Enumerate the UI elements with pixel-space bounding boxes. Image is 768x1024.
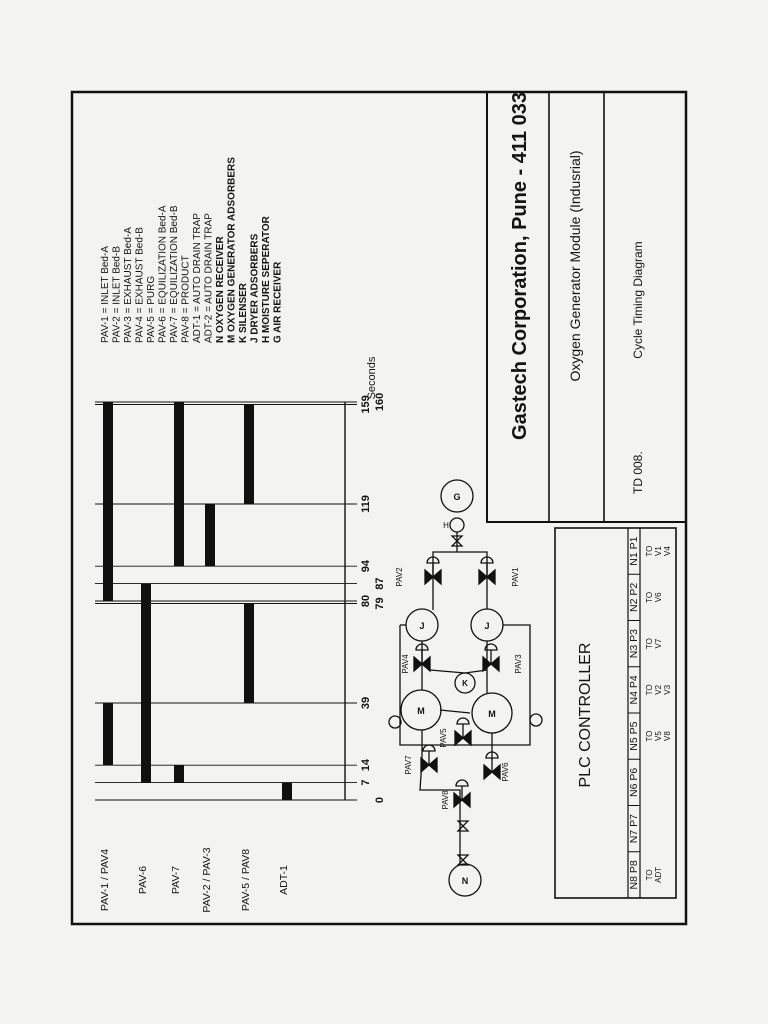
plc-terminal-7: N2 P2 <box>628 582 640 612</box>
plc-terminal-3: N6 P6 <box>628 767 640 797</box>
plc-output-5-2: V2 <box>654 684 663 695</box>
tick-label-79: 79 <box>374 597 386 610</box>
label-j-b: J <box>484 621 490 631</box>
legend-valve-5: PAV-5 = PURG <box>146 275 157 343</box>
tick-label-7: 7 <box>360 779 372 786</box>
label-n: N <box>461 876 469 886</box>
timing-bar-5-1 <box>244 603 254 703</box>
row-label-1: PAV-1 / PAV4 <box>99 848 111 912</box>
plc-output-4-3: V8 <box>663 731 672 742</box>
tick-label-119: 119 <box>360 495 372 513</box>
plc-output-8-1: TO <box>645 545 654 557</box>
plc-terminal-5: N4 P4 <box>628 675 640 705</box>
valve-label-pav4: PAV4 <box>401 654 410 674</box>
legend-valve-2: PAV-2 = INLET Bed-B <box>111 246 123 343</box>
valve-label-pav8: PAV8 <box>441 790 450 810</box>
timing-bar-1-2 <box>103 402 113 601</box>
plc-terminal-6: N3 P3 <box>628 629 640 659</box>
valve-label-pav5: PAV5 <box>439 728 448 748</box>
tick-label-87: 87 <box>374 577 386 590</box>
plc-output-7-2: V6 <box>654 592 663 603</box>
timing-bar-1-1 <box>103 703 113 765</box>
valve-label-pav2: PAV2 <box>395 567 404 587</box>
timing-bar-3-2 <box>174 402 184 566</box>
legend-valve-3: PAV-3 = EXHAUST Bed-A <box>123 227 134 343</box>
plc-output-8-2: V1 <box>654 546 663 557</box>
timing-bar-4-1 <box>205 504 215 566</box>
label-m-b: M <box>488 709 496 719</box>
company-name: Gastech Corporation, Pune - 411 033 <box>509 92 531 440</box>
plc-title: PLC CONTROLLER <box>577 642 594 788</box>
legend-valve-1: PAV-1 = INLET Bed-A <box>100 246 111 343</box>
legend-valve-6: PAV-6 = EQUILIZATION Bed-A <box>157 205 169 343</box>
plc-output-1-2: ADT <box>654 866 663 883</box>
row-label-3: PAV-7 <box>170 865 182 895</box>
row-label-5: PAV-5 / PAV8 <box>240 848 252 912</box>
plc-output-4-2: V5 <box>654 731 663 742</box>
legend-component-3: K SILENSER <box>238 282 249 343</box>
plc-output-6-1: TO <box>645 638 654 650</box>
valve-label-pav7: PAV7 <box>404 755 413 775</box>
plc-output-4-1: TO <box>645 730 654 742</box>
timing-bar-5-2 <box>244 404 254 504</box>
drawing-number: TD 008. <box>631 451 645 494</box>
label-k: K <box>462 679 468 688</box>
timing-bar-3-1 <box>174 765 184 782</box>
row-label-2: PAV-6 <box>137 865 149 895</box>
label-m-a: M <box>417 706 425 716</box>
legend-component-1: N OXYGEN RECEIVER <box>215 236 226 343</box>
legend-valve-4: PAV-4 = EXHAUST Bed-B <box>134 227 146 343</box>
legend-component-6: G AIR RECEIVER <box>272 261 284 343</box>
plc-terminal-1: N8 P8 <box>628 860 640 890</box>
tick-label-0: 0 <box>374 796 386 804</box>
tick-label-159: 159 <box>360 395 372 414</box>
tick-label-39: 39 <box>360 696 372 710</box>
legend-valve-7: PAV-7 = EQUILIZATION Bed-B <box>169 205 180 343</box>
valve-label-pav3: PAV3 <box>514 654 523 674</box>
valve-label-pav6: PAV6 <box>501 762 510 782</box>
product-name: Oxygen Generator Module (Indusrial) <box>567 150 583 382</box>
valve-label-pav1: PAV1 <box>511 567 520 587</box>
timing-bar-2-1 <box>141 584 151 783</box>
legend-component-4: J DRYER ADSORBERS <box>249 233 261 343</box>
timing-bar-6-1 <box>282 783 292 800</box>
plc-terminal-8: N1 P1 <box>628 536 640 566</box>
row-label-6: ADT-1 <box>278 865 290 895</box>
tick-label-160: 160 <box>374 392 386 412</box>
row-label-4: PAV-2 / PAV-3 <box>201 847 213 913</box>
plc-output-8-3: V4 <box>663 546 672 557</box>
plc-output-6-2: V7 <box>654 638 663 649</box>
plc-output-5-1: TO <box>645 684 654 696</box>
plc-output-5-3: V3 <box>663 684 672 695</box>
axis-unit: Seconds <box>366 356 378 400</box>
legend-valve-8: PAV-8 = PRODUCT <box>180 255 192 343</box>
legend-component-2: M OXYGEN GENERATOR ADSORBERS <box>226 157 238 343</box>
tick-label-14: 14 <box>360 759 372 772</box>
legend-component-5: H MOISTURE SEPERATOR <box>261 216 272 343</box>
tick-label-80: 80 <box>360 594 372 608</box>
plc-terminal-2: N7 P7 <box>628 814 640 844</box>
drawing-title: Cycle Timing Diagram <box>631 241 645 359</box>
plc-terminal-4: N5 P5 <box>628 721 640 751</box>
plc-output-1-1: TO <box>645 869 654 881</box>
label-g: G <box>453 492 461 502</box>
plc-output-7-1: TO <box>645 591 654 603</box>
label-j-a: J <box>419 621 425 631</box>
legend-valve-9: ADT-1 = AUTO DRAIN TRAP <box>192 213 203 343</box>
label-h: H <box>443 521 449 530</box>
legend-valve-10: ADT-2 = AUTO DRAIN TRAP <box>203 213 215 343</box>
tick-label-94: 94 <box>360 560 372 573</box>
